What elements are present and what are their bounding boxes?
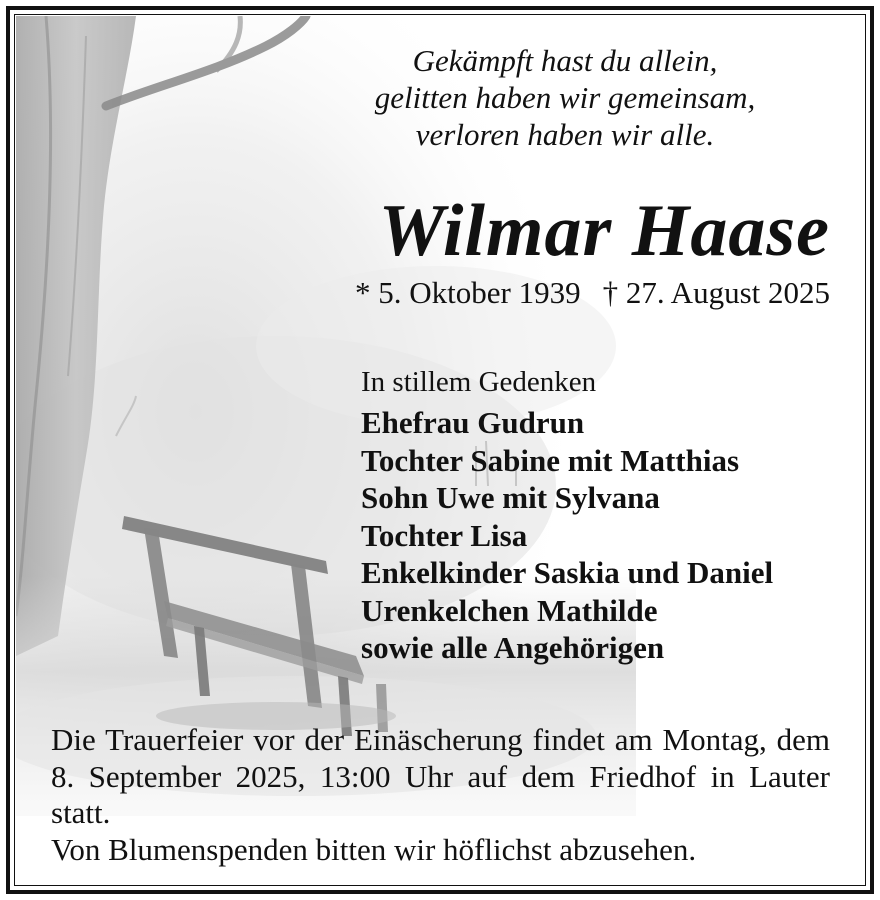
mourner-entry: sowie alle Angehörigen [361,630,665,665]
flower-donation-note: Von Blumenspenden bitten wir höflichst abzusehen. [51,832,697,867]
birth-date: * 5. Oktober 1939 [355,275,581,310]
verse-line: Gekämpft hast du allein, [412,43,718,78]
mourner-entry: Urenkelchen Mathilde [361,592,658,628]
mourner-entry: Tochter Sabine mit Matthias [361,442,740,478]
memorial-verse [300,42,830,153]
mourners-list [361,404,773,667]
death-date: † 27. August 2025 [602,275,830,310]
deceased-name: Wilmar Haase [378,190,830,272]
verse-line: gelitten haben wir gemeinsam, [374,80,756,115]
mourning-intro: In stillem Gedenken [361,366,597,398]
funeral-announcement: Die Trauerfeier vor der Einäscherung findet am Montag, dem 8. September 2025, 13:00 Uhr auf dem Friedhof in Lauter statt. [51,722,830,830]
mourner-entry: Sohn Uwe mit Sylvana [361,480,660,515]
life-dates [280,274,830,312]
mourner-entry: Tochter Lisa [361,517,528,553]
verse-line: verloren haben wir alle. [415,117,715,152]
mourner-entry: Enkelkinder Saskia und Daniel [361,555,774,590]
mourner-entry: Ehefrau Gudrun [361,405,585,440]
